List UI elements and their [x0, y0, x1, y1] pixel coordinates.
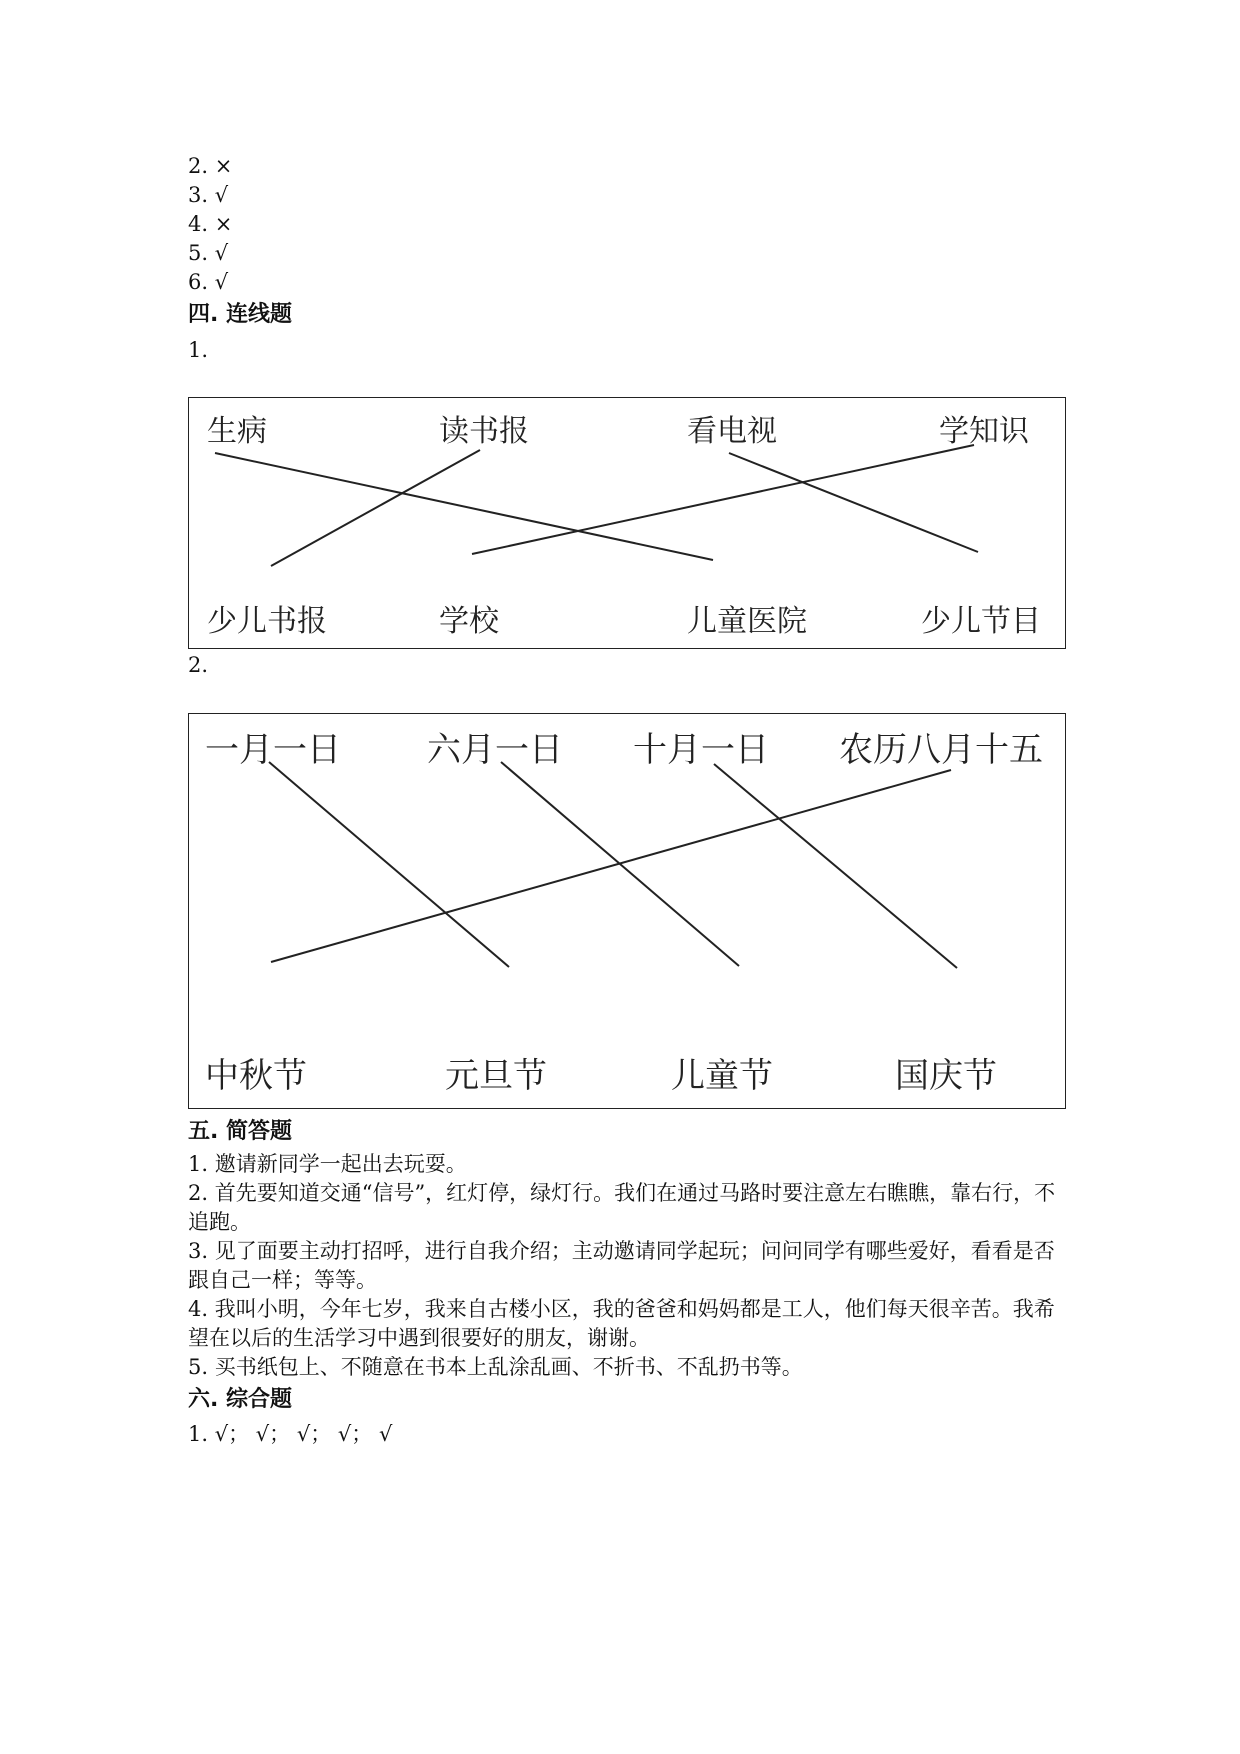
short-answer-2: 2. 首先要知道交通“信号”，红灯停，绿灯行。我们在通过马路时要注意左右瞧瞧，靠右行，不追跑。: [188, 1181, 1056, 1234]
judge-answer-4: 4. ×: [188, 212, 233, 236]
q1-connector-line: [472, 445, 974, 554]
q1-bottom-label: 少儿书报: [207, 604, 327, 639]
q1-top-label: 生病: [207, 414, 267, 449]
q1-bottom-label: 少儿节目: [921, 604, 1041, 639]
q2-bottom-label: 国庆节: [895, 1056, 997, 1096]
question-number-1: 1.: [188, 338, 209, 362]
comprehensive-answer-1: 1. √； √； √； √； √: [188, 1422, 393, 1446]
q2-connector-line: [714, 764, 957, 968]
short-answer-3: 3. 见了面要主动打招呼，进行自我介绍；主动邀请同学起玩；问问同学有哪些爱好，看看是否跟自己一样；等等。: [188, 1239, 1055, 1292]
q2-top-label: 六月一日: [427, 730, 563, 770]
q1-top-label: 读书报: [439, 414, 529, 449]
short-answer-4: 4. 我叫小明，今年七岁，我来自古楼小区，我的爸爸和妈妈都是工人，他们每天很辛苦。我希望在以后的生活学习中遇到很要好的朋友，谢谢。: [188, 1297, 1055, 1350]
q2-connector-lines: [189, 714, 1065, 1108]
question-number-2: 2.: [188, 653, 209, 677]
judge-answer-3: 3. √: [188, 183, 229, 207]
judge-answer-6: 6. √: [188, 270, 229, 294]
q2-bottom-label: 儿童节: [671, 1056, 773, 1096]
q2-bottom-label: 中秋节: [205, 1056, 307, 1096]
q2-top-label: 一月一日: [205, 730, 341, 770]
q1-connector-line: [729, 453, 978, 552]
q1-top-label: 看电视: [687, 414, 777, 449]
short-answer-1: 1. 邀请新同学一起出去玩耍。: [188, 1152, 467, 1176]
q2-bottom-label: 元旦节: [445, 1056, 547, 1096]
section-heading-comprehensive: 六. 综合题: [188, 1387, 293, 1412]
matching-figure-1: [188, 397, 1066, 649]
q1-bottom-label: 儿童医院: [687, 604, 807, 639]
q2-top-label: 十月一日: [633, 730, 769, 770]
short-answer-5: 5. 买书纸包上、不随意在书本上乱涂乱画、不折书、不乱扔书等。: [188, 1355, 803, 1379]
matching-figure-2: [188, 713, 1066, 1109]
q2-top-label: 农历八月十五: [839, 730, 1043, 770]
q1-top-label: 学知识: [939, 414, 1029, 449]
q1-connector-line: [271, 450, 480, 566]
q1-bottom-label: 学校: [439, 604, 499, 639]
q2-connector-line: [271, 770, 951, 962]
q2-connector-line: [269, 762, 509, 967]
section-heading-short-answer: 五. 简答题: [188, 1119, 293, 1144]
q1-connector-line: [215, 453, 713, 560]
judge-answer-5: 5. √: [188, 241, 229, 265]
section-heading-matching: 四. 连线题: [188, 302, 293, 327]
q1-connector-lines: [189, 398, 1065, 648]
judge-answer-2: 2. ×: [188, 154, 233, 178]
